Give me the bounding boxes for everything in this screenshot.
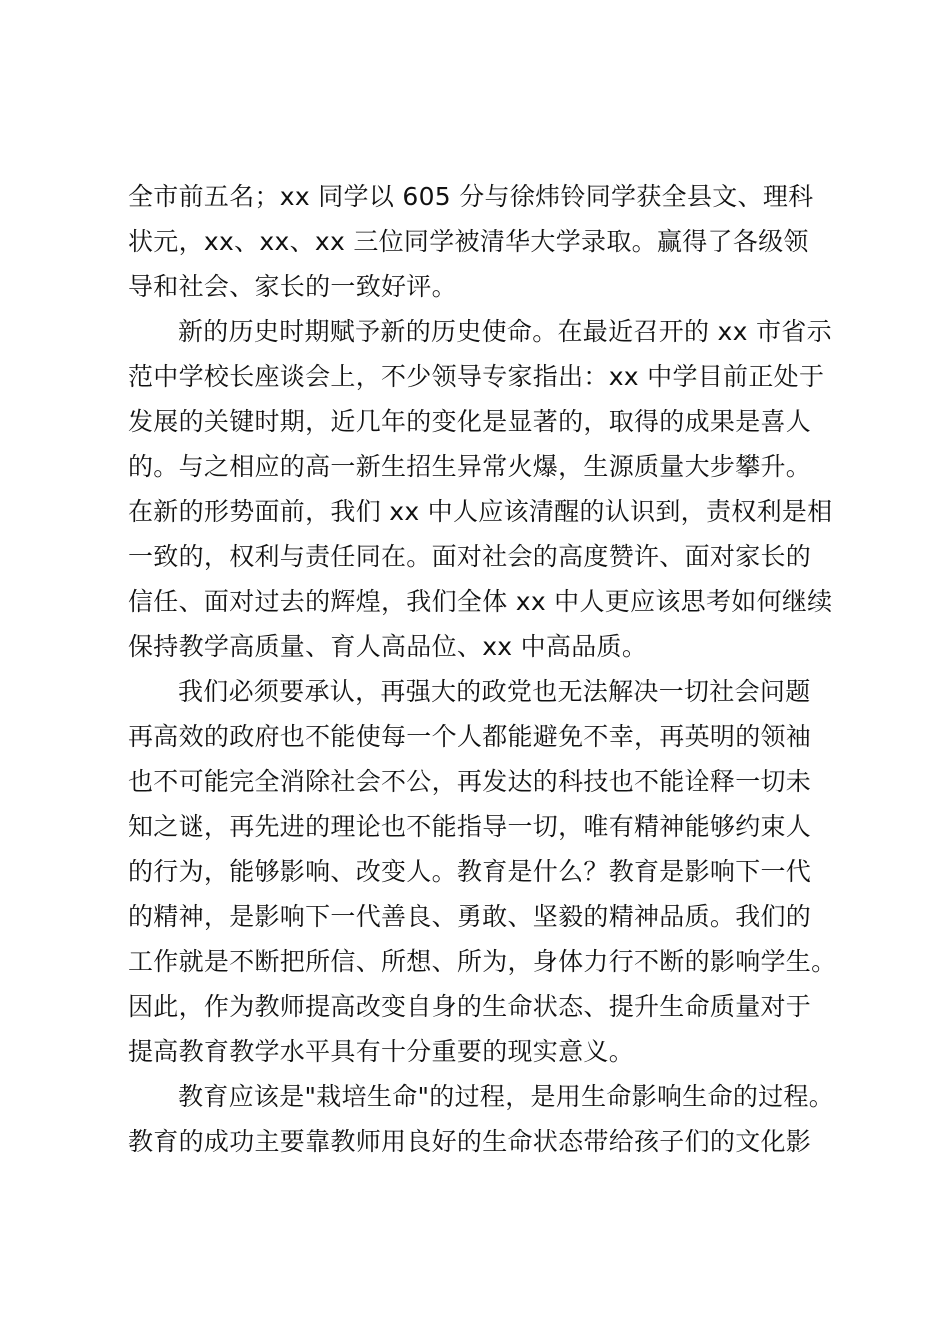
paragraph-line: 全市前五名；xx 同学以 605 分与徐炜铃同学获全县文、理科 <box>128 182 814 211</box>
paragraph-3 <box>128 669 848 1074</box>
paragraph-line: 的精神，是影响下一代善良、勇敢、坚毅的精神品质。我们的 <box>128 902 812 931</box>
paragraph-line: 发展的关键时期，近几年的变化是显著的，取得的成果是喜人 <box>128 407 812 436</box>
paragraph-line: 知之谜，再先进的理论也不能指导一切，唯有精神能够约束人 <box>128 812 812 841</box>
paragraph-first-line: 教育应该是"栽培生命"的过程，是用生命影响生命的过程。 <box>178 1082 835 1111</box>
document-body <box>128 174 848 1164</box>
paragraph-line: 范中学校长座谈会上，不少领导专家指出：xx 中学目前正处于 <box>128 362 825 391</box>
paragraph-line: 保持教学高质量、育人高品位、xx 中高品质。 <box>128 632 648 661</box>
paragraph-line: 的。与之相应的高一新生招生异常火爆，生源质量大步攀升。 <box>128 452 812 481</box>
paragraph-1 <box>128 174 848 309</box>
paragraph-line: 信任、面对过去的辉煌，我们全体 xx 中人更应该思考如何继续 <box>128 587 833 616</box>
paragraph-line: 状元，xx、xx、xx 三位同学被清华大学录取。赢得了各级领 <box>128 227 809 256</box>
paragraph-line: 的行为，能够影响、改变人。教育是什么？教育是影响下一代 <box>128 857 812 886</box>
paragraph-line: 因此，作为教师提高改变自身的生命状态、提升生命质量对于 <box>128 992 812 1021</box>
paragraph-line: 一致的，权利与责任同在。面对社会的高度赞许、面对家长的 <box>128 542 812 571</box>
paragraph-line: 也不可能完全消除社会不公，再发达的科技也不能诠释一切未 <box>128 767 812 796</box>
paragraph-line: 提高教育教学水平具有十分重要的现实意义。 <box>128 1037 635 1066</box>
paragraph-line: 在新的形势面前，我们 xx 中人应该清醒的认识到，责权利是相 <box>128 497 833 526</box>
paragraph-first-line: 新的历史时期赋予新的历史使命。在最近召开的 xx 市省示 <box>178 317 832 346</box>
paragraph-line: 教育的成功主要靠教师用良好的生命状态带给孩子们的文化影 <box>128 1127 812 1156</box>
paragraph-4 <box>128 1074 848 1164</box>
paragraph-line: 再高效的政府也不能使每一个人都能避免不幸，再英明的领袖 <box>128 722 812 751</box>
paragraph-first-line: 我们必须要承认，再强大的政党也无法解决一切社会问题 <box>178 677 811 706</box>
paragraph-line: 导和社会、家长的一致好评。 <box>128 272 457 301</box>
paragraph-2 <box>128 309 848 669</box>
paragraph-line: 工作就是不断把所信、所想、所为，身体力行不断的影响学生。 <box>128 947 837 976</box>
